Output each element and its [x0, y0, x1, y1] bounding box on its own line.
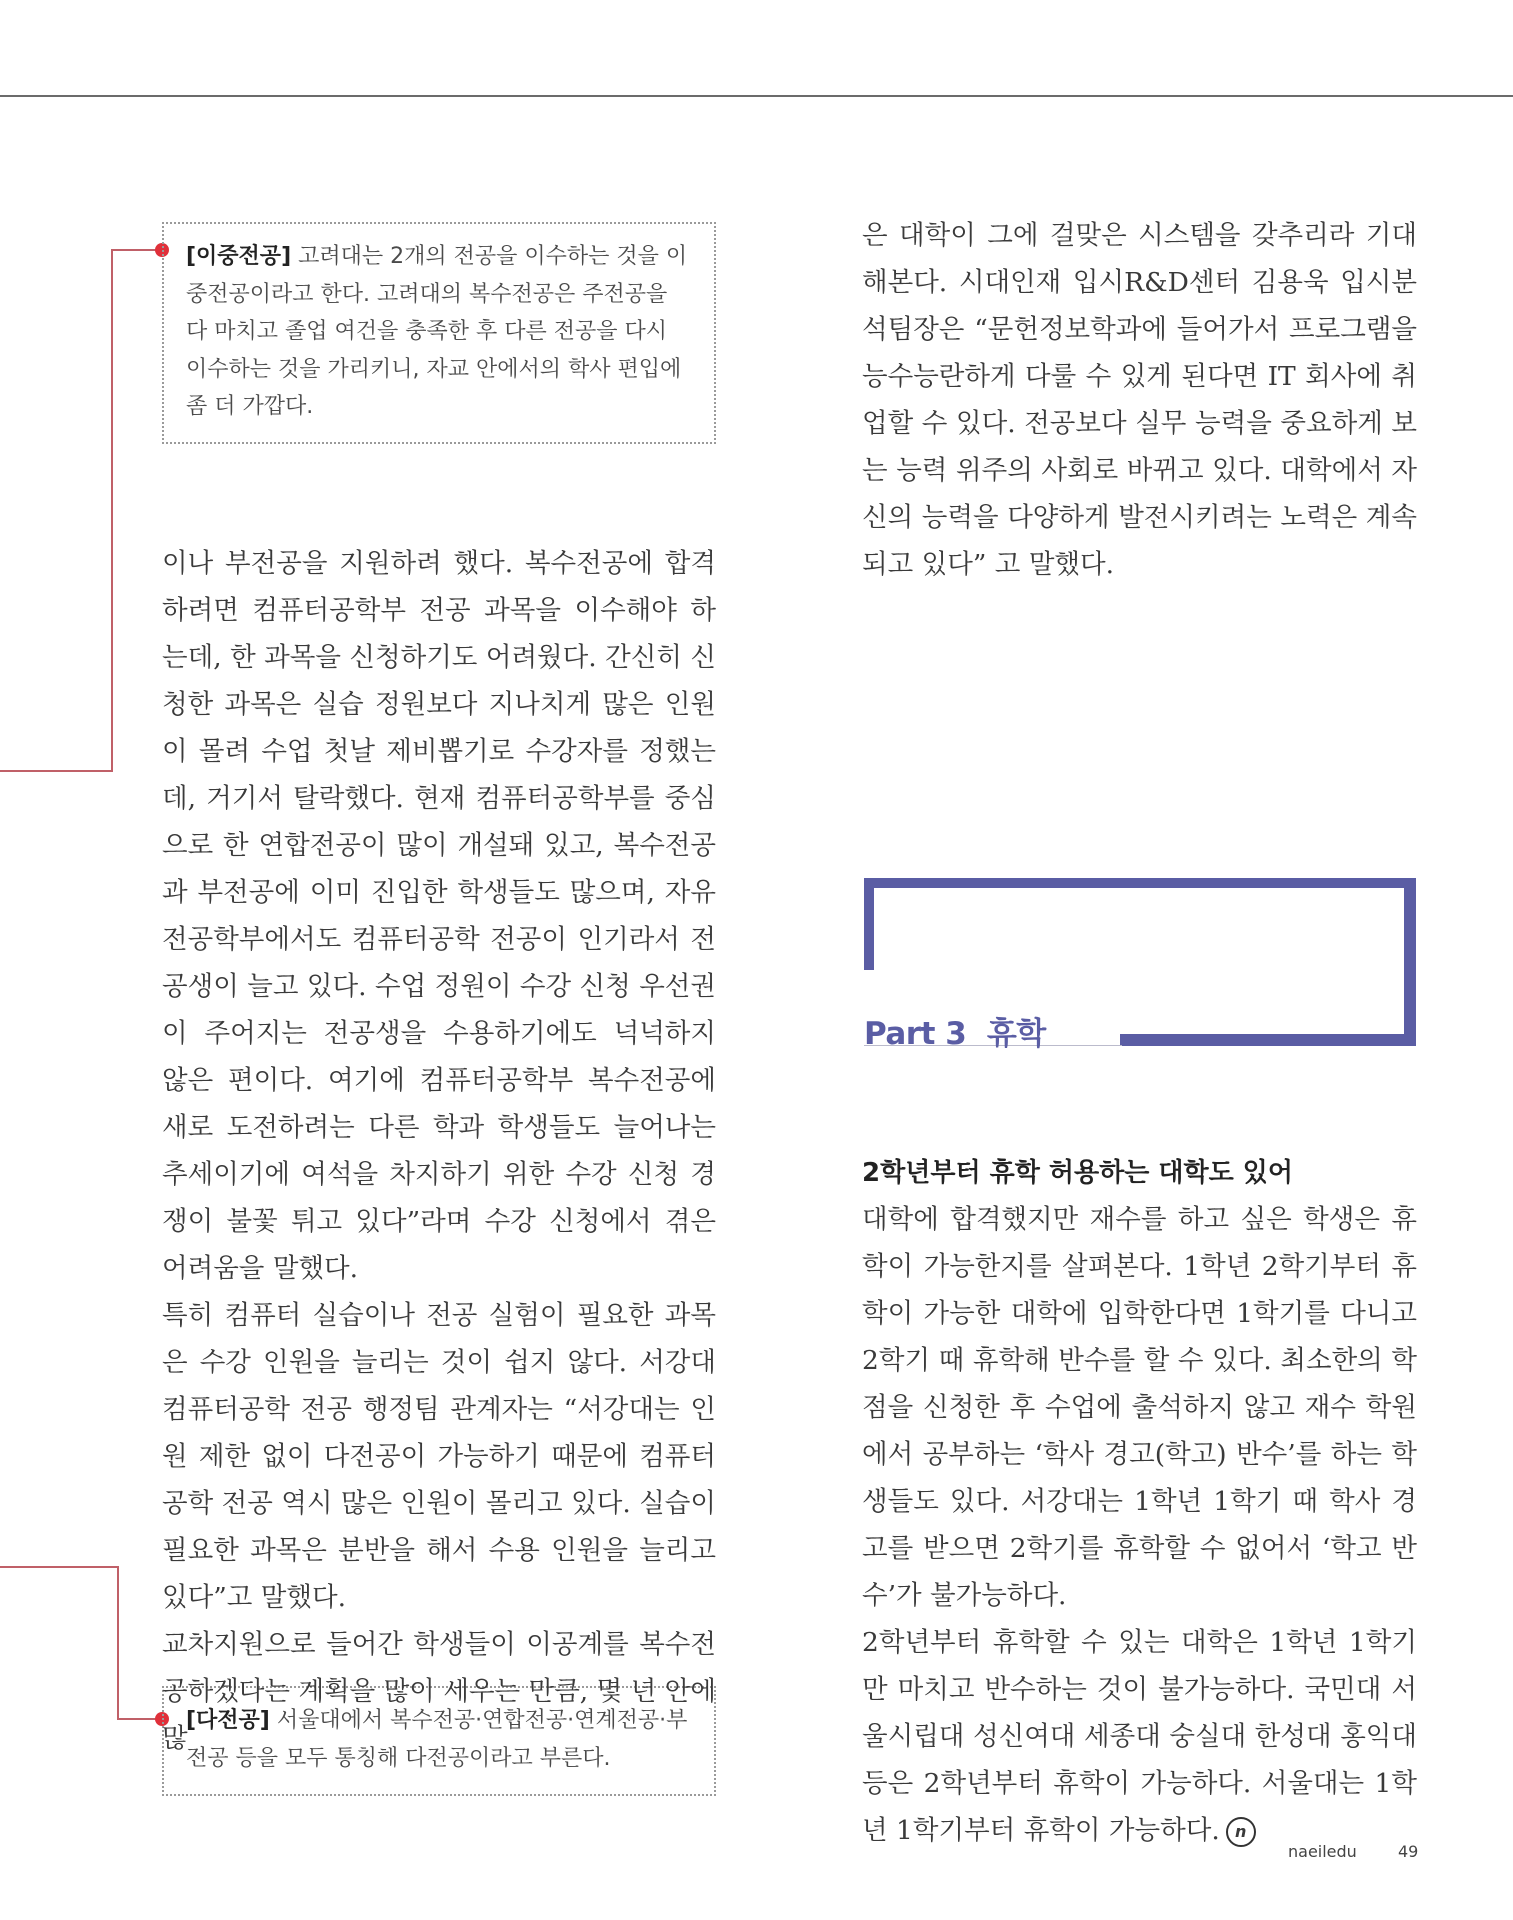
note-double-major	[162, 222, 716, 444]
paragraph: 은 대학이 그에 걸맞은 시스템을 갖추리라 기대해본다. 시대인재 입시R&D센터 김용욱 입시분석팀장은 “문헌정보학과에 들어가서 프로그램을 능수능란하게 다룰 수 있게 된다면 IT 회사에 취업할 수 있다. 전공보다 실무 능력을 중요하게 보는 능력 위주의 사회로 바뀌고 있다. 대학에서 자신의 능력을 다양하게 발전시키려는 노력은 계속되고 있다” 고 말했다.	[862, 220, 1417, 580]
top-rule	[0, 95, 1513, 97]
frame-bar-bottom	[1120, 1034, 1416, 1046]
note-text: 서울대에서 복수전공·연합전공·연계전공·부전공 등을 모두 통칭해 다전공이라고 부른다.	[186, 1708, 688, 1771]
section-title: Part 3 휴학	[864, 1016, 1046, 1052]
paragraph: 특히 컴퓨터 실습이나 전공 실험이 필요한 과목은 수강 인원을 늘리는 것이 쉽지 않다. 서강대 컴퓨터공학 전공 행정팀 관계자는 “서강대는 인원 제한 없이 다전공이 가능하기 때문에 컴퓨터공학 전공 역시 많은 인원이 몰리고 있다. 실습이 필요한 과목은 분반을 해서 수용 인원을 늘리고 있다”고 말했다.	[162, 1300, 716, 1613]
frame-bar-left	[864, 878, 874, 970]
connector-line-top-vertical	[111, 249, 113, 771]
paragraph: 이나 부전공을 지원하려 했다. 복수전공에 합격하려면 컴퓨터공학부 전공 과목을 이수해야 하는데, 한 과목을 신청하기도 어려웠다. 간신히 신청한 과목은 실습 정원보다 지나치게 많은 인원이 몰려 수업 첫날 제비뽑기로 수강자를 정했는데, 거기서 탈락했다. 현재 컴퓨터공학부를 중심으로 한 연합전공이 많이 개설돼 있고, 복수전공과 부전공에 이미 진입한 학생들도 많으며, 자유전공학부에서도 컴퓨터공학 전공이 인기라서 전공생이 늘고 있다. 수업 정원이 수강 신청 우선권이 주어지는 전공생을 수용하기에도 넉넉하지 않은 편이다. 여기에 컴퓨터공학부 복수전공에 새로 도전하려는 다른 학과 학생들도 늘어나는 추세이기에 여석을 차지하기 위한 수강 신청 경쟁이 불꽃 튀고 있다”라며 수강 신청에서 겪은 어려움을 말했다.	[162, 548, 716, 1284]
paragraph	[862, 1619, 1417, 1854]
right-column-top-body	[862, 212, 1417, 588]
note-term: [이중전공]	[186, 244, 292, 269]
footer-brand: naeiledu	[1288, 1842, 1357, 1861]
left-column-body	[162, 540, 716, 1762]
right-column-bottom-body	[862, 1196, 1417, 1854]
paragraph: 대학에 합격했지만 재수를 하고 싶은 학생은 휴학이 가능한지를 살펴본다. 1학년 2학기부터 휴학이 가능한 대학에 입학한다면 1학기를 다니고 2학기 때 휴학해 반수를 할 수 있다. 최소한의 학점을 신청한 후 수업에 출석하지 않고 재수 학원에서 공부하는 ‘학사 경고(학고) 반수’를 하는 학생들도 있다. 서강대는 1학년 1학기 때 학사 경고를 받으면 2학기를 휴학할 수 없어서 ‘학고 반수’가 불가능하다.	[862, 1204, 1417, 1611]
connector-line-bottom-horizontal	[0, 1566, 118, 1568]
subheading: 2학년부터 휴학 허용하는 대학도 있어	[862, 1158, 1294, 1188]
note-term: [다전공]	[186, 1708, 270, 1733]
page-number: 49	[1398, 1842, 1419, 1861]
frame-bar-right	[1404, 878, 1416, 1046]
note-text: 고려대는 2개의 전공을 이수하는 것을 이중전공이라고 한다. 고려대의 복수전공은 주전공을 다 마치고 졸업 여건을 충족한 후 다른 전공을 다시 이수하는 것을 가리키니, 자교 안에서의 학사 편입에 좀 더 가깝다.	[186, 244, 688, 419]
paragraph-text: 2학년부터 휴학할 수 있는 대학은 1학년 1학기만 마치고 반수하는 것이 불가능하다. 국민대 서울시립대 성신여대 세종대 숭실대 한성대 홍익대 등은 2학년부터 휴학이 가능하다. 서울대는 1학년 1학기부터 휴학이 가능하다.	[862, 1627, 1417, 1846]
section-header-box	[864, 878, 1416, 1052]
connector-line-bottom-vertical	[117, 1566, 119, 1719]
paragraph: 교차지원으로 들어간 학생들이 이공계를 복수전공하겠다는 계획을 많이 세우는 만큼, 몇 년 안에 많	[162, 1629, 716, 1754]
frame-bar-top	[864, 878, 1416, 888]
connector-line-top-return	[0, 770, 113, 772]
end-mark-icon: n	[1226, 1817, 1256, 1847]
